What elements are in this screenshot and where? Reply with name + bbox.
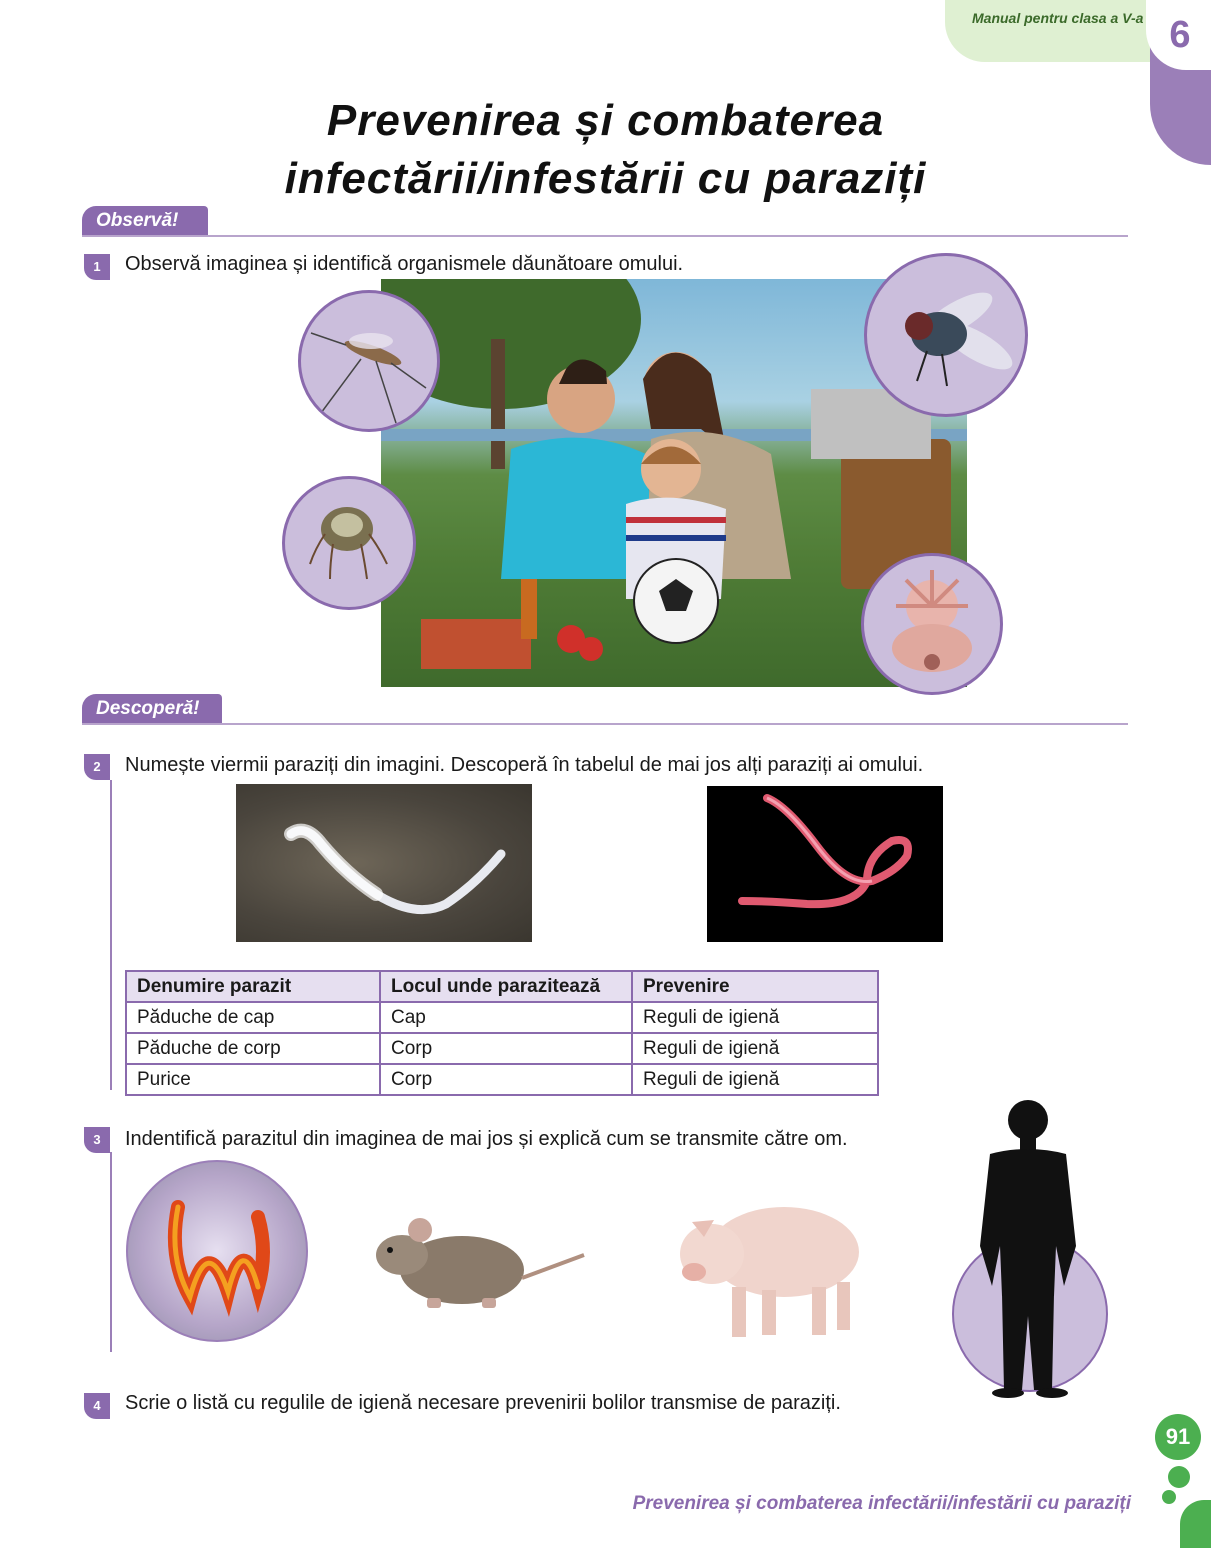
question-1-number: 1 xyxy=(84,254,110,280)
page-title xyxy=(0,92,1211,208)
human-silhouette-icon xyxy=(968,1096,1088,1398)
table-row xyxy=(126,1033,878,1064)
question-3-text: Indentifică parazitul din imaginea de mai jos și explică cum se transmite către om. xyxy=(125,1128,848,1150)
table-cell: Reguli de igienă xyxy=(632,1033,878,1064)
question-2-text: Numește viermii paraziți din imagini. Descoperă în tabelul de mai jos alți paraziți ai omului. xyxy=(125,754,924,776)
title-line-2: infectării/infestării cu paraziți xyxy=(284,154,927,203)
table-cell: Corp xyxy=(380,1033,632,1064)
table-cell: Reguli de igienă xyxy=(632,1064,878,1095)
table-header-cell: Prevenire xyxy=(632,971,878,1002)
table-cell: Păduche de cap xyxy=(126,1002,380,1033)
decor-corner xyxy=(1180,1500,1211,1548)
table-cell: Purice xyxy=(126,1064,380,1095)
table-cell: Păduche de corp xyxy=(126,1033,380,1064)
section-observe-line xyxy=(82,235,1128,237)
table-row xyxy=(126,1064,878,1095)
table-cell: Cap xyxy=(380,1002,632,1033)
trichinella-icon xyxy=(126,1160,308,1342)
section-discover-line xyxy=(82,723,1128,725)
question-2-bracket xyxy=(110,780,112,1090)
mosquito-icon xyxy=(298,290,440,432)
table-header-cell: Locul unde parazitează xyxy=(380,971,632,1002)
footer-title: Prevenirea și combaterea infectării/infestării cu paraziți xyxy=(632,1493,1131,1514)
question-2-number: 2 xyxy=(84,754,110,780)
question-4-text: Scrie o listă cu regulile de igienă necesare prevenirii bolilor transmise de paraziți. xyxy=(125,1392,841,1414)
section-observe-label: Observă! xyxy=(82,206,208,236)
roundworm-photo xyxy=(707,786,943,942)
decor-dot xyxy=(1168,1466,1190,1488)
pig-icon xyxy=(672,1192,868,1342)
question-1-text: Observă imaginea și identifică organismele dăunătoare omului. xyxy=(125,253,684,275)
tapeworm-photo xyxy=(236,784,532,942)
rat-icon xyxy=(372,1210,587,1315)
question-3-number: 3 xyxy=(84,1127,110,1153)
table-cell: Reguli de igienă xyxy=(632,1002,878,1033)
tapeworm-scolex-icon xyxy=(861,553,1003,695)
title-line-1: Prevenirea și combaterea xyxy=(326,96,885,145)
page-number: 91 xyxy=(1155,1414,1201,1460)
manual-label: Manual pentru clasa a V-a xyxy=(972,10,1144,26)
chapter-number: 6 xyxy=(1169,14,1191,56)
table-header-row xyxy=(126,971,878,1002)
fly-icon xyxy=(864,253,1028,417)
table-header-cell: Denumire parazit xyxy=(126,971,380,1002)
section-discover-label: Descoperă! xyxy=(82,694,222,724)
parasite-table xyxy=(125,970,879,1096)
table-cell: Corp xyxy=(380,1064,632,1095)
question-4-number: 4 xyxy=(84,1393,110,1419)
tick-icon xyxy=(282,476,416,610)
question-3-bracket xyxy=(110,1152,112,1352)
table-row xyxy=(126,1002,878,1033)
decor-dot xyxy=(1162,1490,1176,1504)
